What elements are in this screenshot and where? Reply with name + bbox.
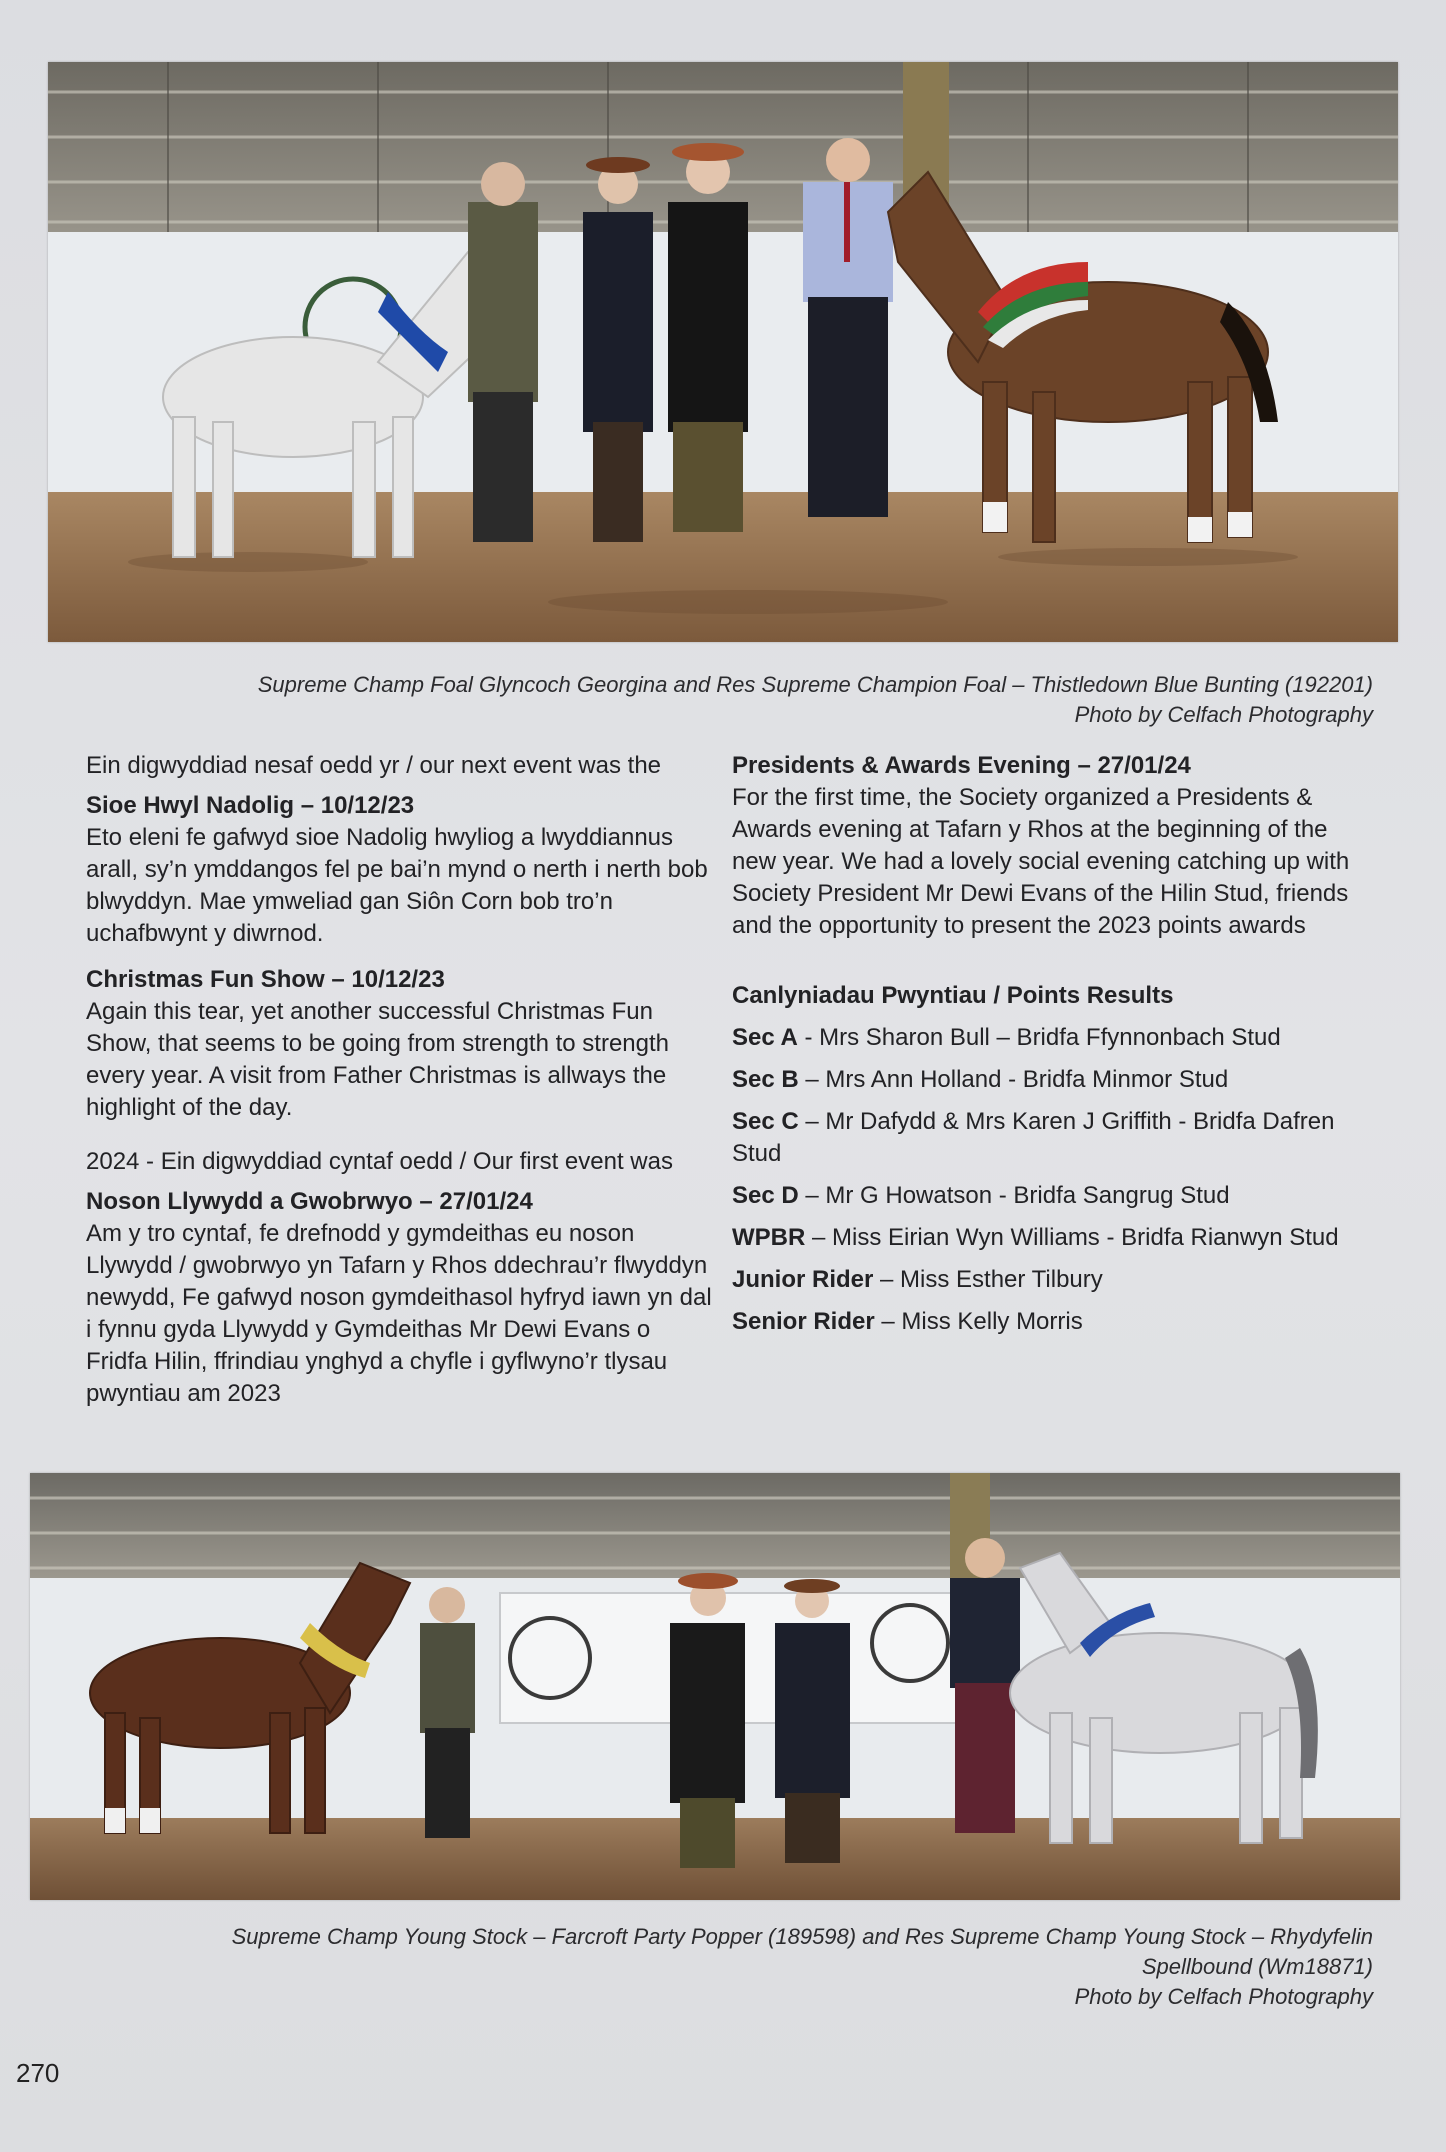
- result-wpbr: [732, 1222, 1360, 1254]
- first-event-intro: 2024 - Ein digwyddiad cyntaf oedd / Our first event was: [86, 1148, 673, 1175]
- result-senior-rider: [732, 1306, 1360, 1338]
- result-text: – Mr G Howatson - Bridfa Sangrug Stud: [798, 1182, 1230, 1209]
- result-label: Sec C: [732, 1108, 799, 1135]
- evening-heading: Presidents & Awards Evening – 27/01/24: [732, 752, 1191, 779]
- photo-credit-bottom: Photo by Celfach Photography: [1074, 1984, 1373, 2009]
- result-sec-c: [732, 1106, 1360, 1170]
- result-label: Junior Rider: [732, 1266, 874, 1293]
- welsh-evening-text: Am y tro cyntaf, fe drefnodd y gymdeithas eu noson Llywydd / gwobrwyo yn Tafarn y Rhos ddechrau’r flwyddyn newydd, Fe gafwyd noson gymdeithasol hyfryd iawn yn dal i fynnu gyda Llywydd y Gymdeithas Mr Dewi Evans o Fridfa Hilin, ffrindiau ynghyd a chyfle i gyflwyno’r tlysau pwyntiau am 2023: [86, 1220, 712, 1407]
- result-text: – Miss Esther Tilbury: [873, 1266, 1103, 1293]
- result-sec-a: [732, 1022, 1360, 1054]
- photo-foal-champions: [48, 62, 1398, 642]
- result-label: Sec B: [732, 1066, 799, 1093]
- result-text: – Miss Eirian Wyn Williams - Bridfa Rianwyn Stud: [805, 1224, 1339, 1251]
- photo-young-stock-champions: [30, 1473, 1400, 1900]
- evening-text: For the first time, the Society organized a Presidents & Awards evening at Tafarn y Rhos at the beginning of the new year. We had a lovely social evening catching up with Society President Mr Dewi Evans of the Hilin Stud, friends and the opportunity to present the 2023 points awards: [732, 784, 1350, 939]
- result-text: - Mrs Sharon Bull – Bridfa Ffynnonbach Stud: [797, 1024, 1281, 1051]
- welsh-evening-heading: Noson Llywydd a Gwobrwyo – 27/01/24: [86, 1188, 533, 1215]
- english-show-text: Again this tear, yet another successful Christmas Fun Show, that seems to be going from strength to strength every year. A visit from Father Christmas is allways the highlight of the day.: [86, 998, 669, 1121]
- result-text: – Mr Dafydd & Mrs Karen J Griffith - Bridfa Dafren Stud: [732, 1108, 1335, 1167]
- page-number: 270: [16, 2058, 60, 2088]
- result-label: Sec D: [732, 1182, 799, 1209]
- photo-bottom-caption-line2: Spellbound (Wm18871): [1141, 1954, 1373, 1979]
- results-heading: Canlyniadau Pwyntiau / Points Results: [732, 982, 1174, 1009]
- right-column: [732, 750, 1360, 1338]
- left-column: [86, 750, 716, 1410]
- welsh-show-heading: Sioe Hwyl Nadolig – 10/12/23: [86, 792, 415, 819]
- photo-bottom-caption-line1: Supreme Champ Young Stock – Farcroft Party Popper (189598) and Res Supreme Champ Young Stock – Rhydyfelin: [231, 1924, 1373, 1949]
- photo-credit-top: Photo by Celfach Photography: [1074, 702, 1373, 727]
- result-label: WPBR: [732, 1224, 806, 1251]
- result-label: Sec A: [732, 1024, 798, 1051]
- intro-text: Ein digwyddiad nesaf oedd yr / our next event was the: [86, 752, 662, 779]
- result-label: Senior Rider: [732, 1308, 875, 1335]
- result-text: – Mrs Ann Holland - Bridfa Minmor Stud: [798, 1066, 1229, 1093]
- result-junior-rider: [732, 1264, 1360, 1296]
- photo-bottom-caption: [60, 1922, 1373, 2012]
- result-text: – Miss Kelly Morris: [874, 1308, 1083, 1335]
- results-list: [732, 1022, 1360, 1338]
- result-sec-d: [732, 1180, 1360, 1212]
- result-sec-b: [732, 1064, 1360, 1096]
- english-show-heading: Christmas Fun Show – 10/12/23: [86, 966, 445, 993]
- photo-top-caption-line1: Supreme Champ Foal Glyncoch Georgina and Res Supreme Champion Foal – Thistledown Blue Bunting (192201): [257, 672, 1373, 697]
- welsh-show-text: Eto eleni fe gafwyd sioe Nadolig hwyliog a lwyddiannus arall, sy’n ymddangos fel pe bai’n mynd o nerth i nerth bob blwyddyn. Mae ymweliad gan Siôn Corn bob tro’n uchafbwynt y diwrnod.: [86, 824, 708, 947]
- photo-top-caption: [60, 670, 1373, 730]
